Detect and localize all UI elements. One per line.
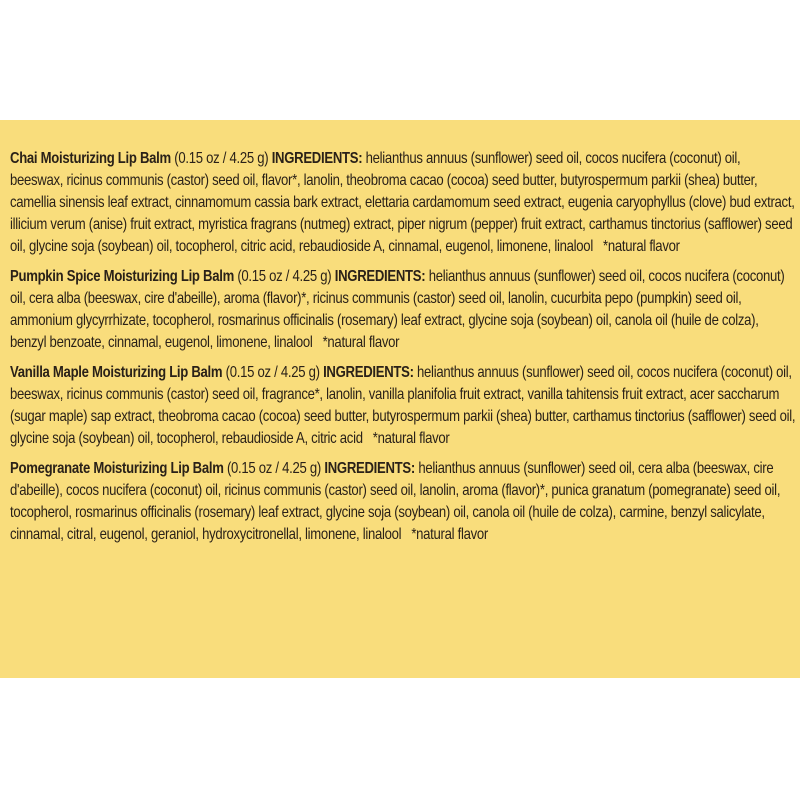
ingredients-list: helianthus annuus (sunflower) seed oil, cocos nucifera (coconut) oil, beeswax, ricinus communis (castor) seed oil, fragrance*, lanolin, vanilla planifolia fruit extract, vanilla tahitensis fruit extract, acer saccharum (sugar maple) sap extract, theobroma cacao (cocoa) seed butter, butyrospermum parkii (shea) butter, carthamus tinctorius (safflower) seed oil, glycine soja (soybean) oil, tocopherol, rebaudioside A, citric acid xyxy=(10,364,796,447)
ingredients-list: helianthus annuus (sunflower) seed oil, cocos nucifera (coconut) oil, beeswax, ricinus communis (castor) seed oil, flavor*, lanolin, theobroma cacao (cocoa) seed butter, butyrospermum parkii (shea) butter, camellia sinensis leaf extract, cinnamomum cassia bark extract, elettaria cardamomum seed extract, eugenia caryophyllus (clove) bud extract, illicium verum (anise) fruit extract, myristica fragrans (nutmeg) extract, piper nigrum (pepper) fruit extract, carthamus tinctorius (safflower) seed oil, glycine soja (soybean) oil, tocopherol, citric acid, rebaudioside A, cinnamal, eugenol, limonene, linalool xyxy=(10,150,795,255)
product-name: Pomegranate Moisturizing Lip Balm xyxy=(10,460,224,477)
product-name: Pumpkin Spice Moisturizing Lip Balm xyxy=(10,268,234,285)
product-chai xyxy=(10,148,796,258)
flavor-note: *natural flavor xyxy=(322,334,400,351)
ingredients-list: helianthus annuus (sunflower) seed oil, cocos nucifera (coconut) oil, cera alba (beeswax, cire d'abeille), aroma (flavor)*, ricinus communis (castor) seed oil, lanolin, cucurbita pepo (pumpkin) seed oil, ammonium glycyrrhizate, tocopherol, rosmarinus officinalis (rosemary) leaf extract, glycine soja (soybean) oil, canola oil (huile de colza), benzyl benzoate, cinnamal, eugenol, limonene, linalool xyxy=(10,268,785,351)
product-size: (0.15 oz / 4.25 g) xyxy=(174,150,269,167)
product-name: Vanilla Maple Moisturizing Lip Balm xyxy=(10,364,223,381)
ingredients-text-block xyxy=(10,148,796,554)
product-size: (0.15 oz / 4.25 g) xyxy=(237,268,332,285)
product-pumpkin-spice xyxy=(10,266,796,354)
product-vanilla-maple xyxy=(10,362,796,450)
flavor-note: *natural flavor xyxy=(603,238,680,255)
flavor-note: *natural flavor xyxy=(372,430,450,447)
ingredients-heading: INGREDIENTS: xyxy=(334,268,426,285)
product-name: Chai Moisturizing Lip Balm xyxy=(10,150,171,167)
ingredients-label-panel xyxy=(0,120,800,678)
ingredients-heading: INGREDIENTS: xyxy=(323,364,414,381)
ingredients-heading: INGREDIENTS: xyxy=(324,460,415,477)
product-size: (0.15 oz / 4.25 g) xyxy=(226,460,321,477)
ingredients-list: helianthus annuus (sunflower) seed oil, cera alba (beeswax, cire d'abeille), cocos nucifera (coconut) oil, ricinus communis (castor) seed oil, lanolin, aroma (flavor)*, punica granatum (pomegranate) seed oil, tocopherol, rosmarinus officinalis (rosemary) leaf extract, glycine soja (soybean) oil, canola oil (huile de colza), carmine, benzyl salicylate, cinnamal, citral, eugenol, geraniol, hydroxycitronellal, limonene, linalool xyxy=(10,460,781,543)
flavor-note: *natural flavor xyxy=(411,526,488,543)
product-pomegranate xyxy=(10,458,796,546)
product-size: (0.15 oz / 4.25 g) xyxy=(225,364,320,381)
ingredients-heading: INGREDIENTS: xyxy=(271,150,363,167)
